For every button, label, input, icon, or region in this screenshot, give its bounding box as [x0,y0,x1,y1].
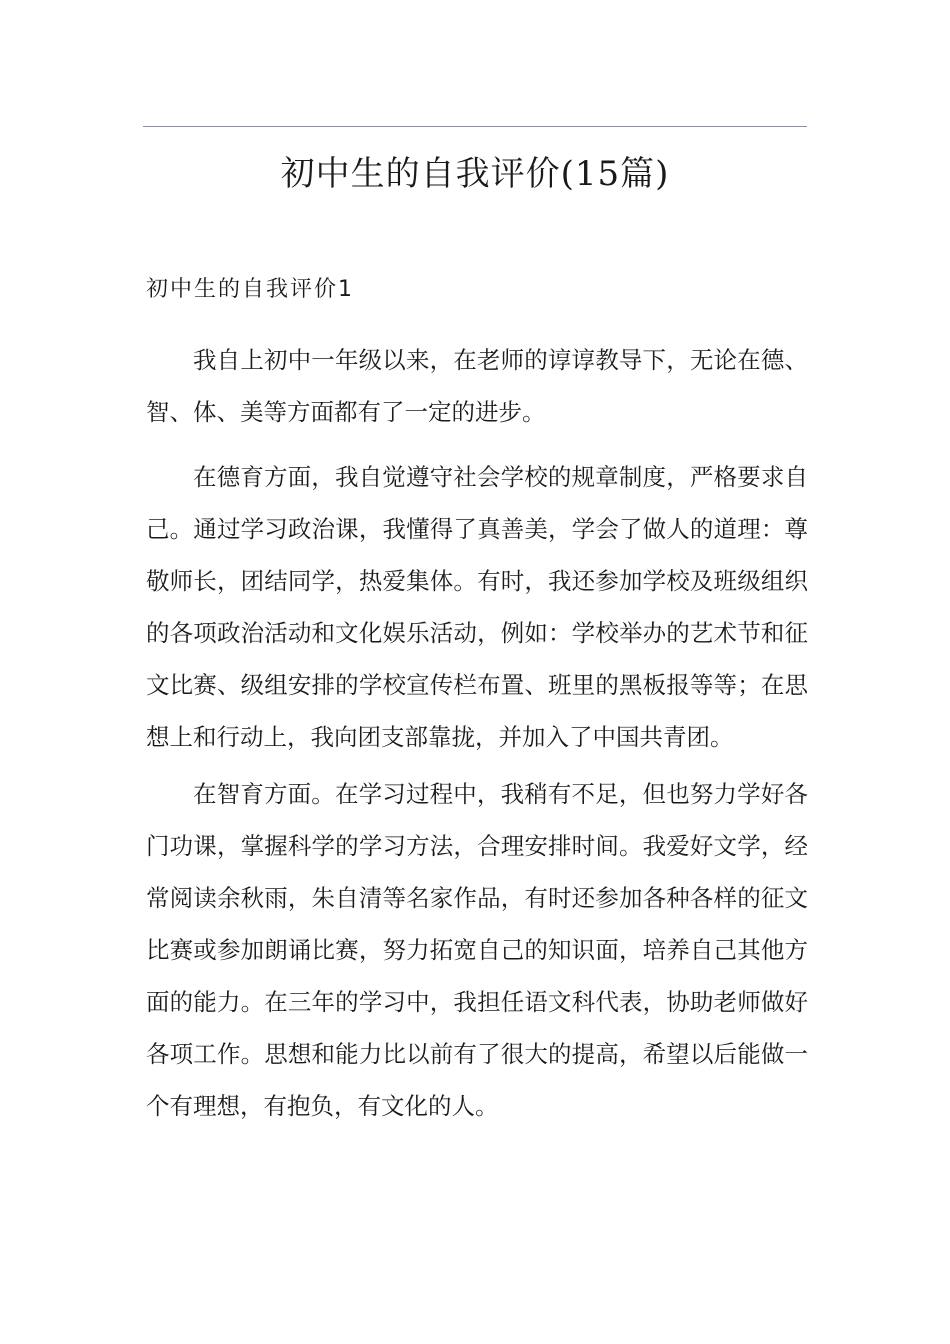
paragraph-moral-education: 在德育方面，我自觉遵守社会学校的规章制度，严格要求自己。通过学习政治课，我懂得了真善美，学会了做人的道理：尊敬师长，团结同学，热爱集体。有时，我还参加学校及班级组织的各项政治活动和文化娱乐活动，例如：学校举办的艺术节和征文比赛、级组安排的学校宣传栏布置、班里的黑板报等等；在思想上和行动上，我向团支部靠拢，并加入了中国共青团。 [146,463,808,751]
document-title: 初中生的自我评价(15篇) [280,154,670,194]
paragraph-intro: 我自上初中一年级以来，在老师的谆谆教导下，无论在德、智、体、美等方面都有了一定的进步。 [146,346,808,426]
section-heading: 初中生的自我评价1 [146,277,354,302]
paragraph-intellectual-education: 在智育方面。在学习过程中，我稍有不足，但也努力学好各门功课，掌握科学的学习方法，合理安排时间。我爱好文学，经常阅读余秋雨，朱自清等名家作品，有时还参加各种各样的征文比赛或参加朗诵比赛，努力拓宽自己的知识面，培养自己其他方面的能力。在三年的学习中，我担任语文科代表，协助老师做好各项工作。思想和能力比以前有了很大的提高，希望以后能做一个有理想，有抱负，有文化的人。 [146,780,808,1120]
header-rule [143,126,807,127]
